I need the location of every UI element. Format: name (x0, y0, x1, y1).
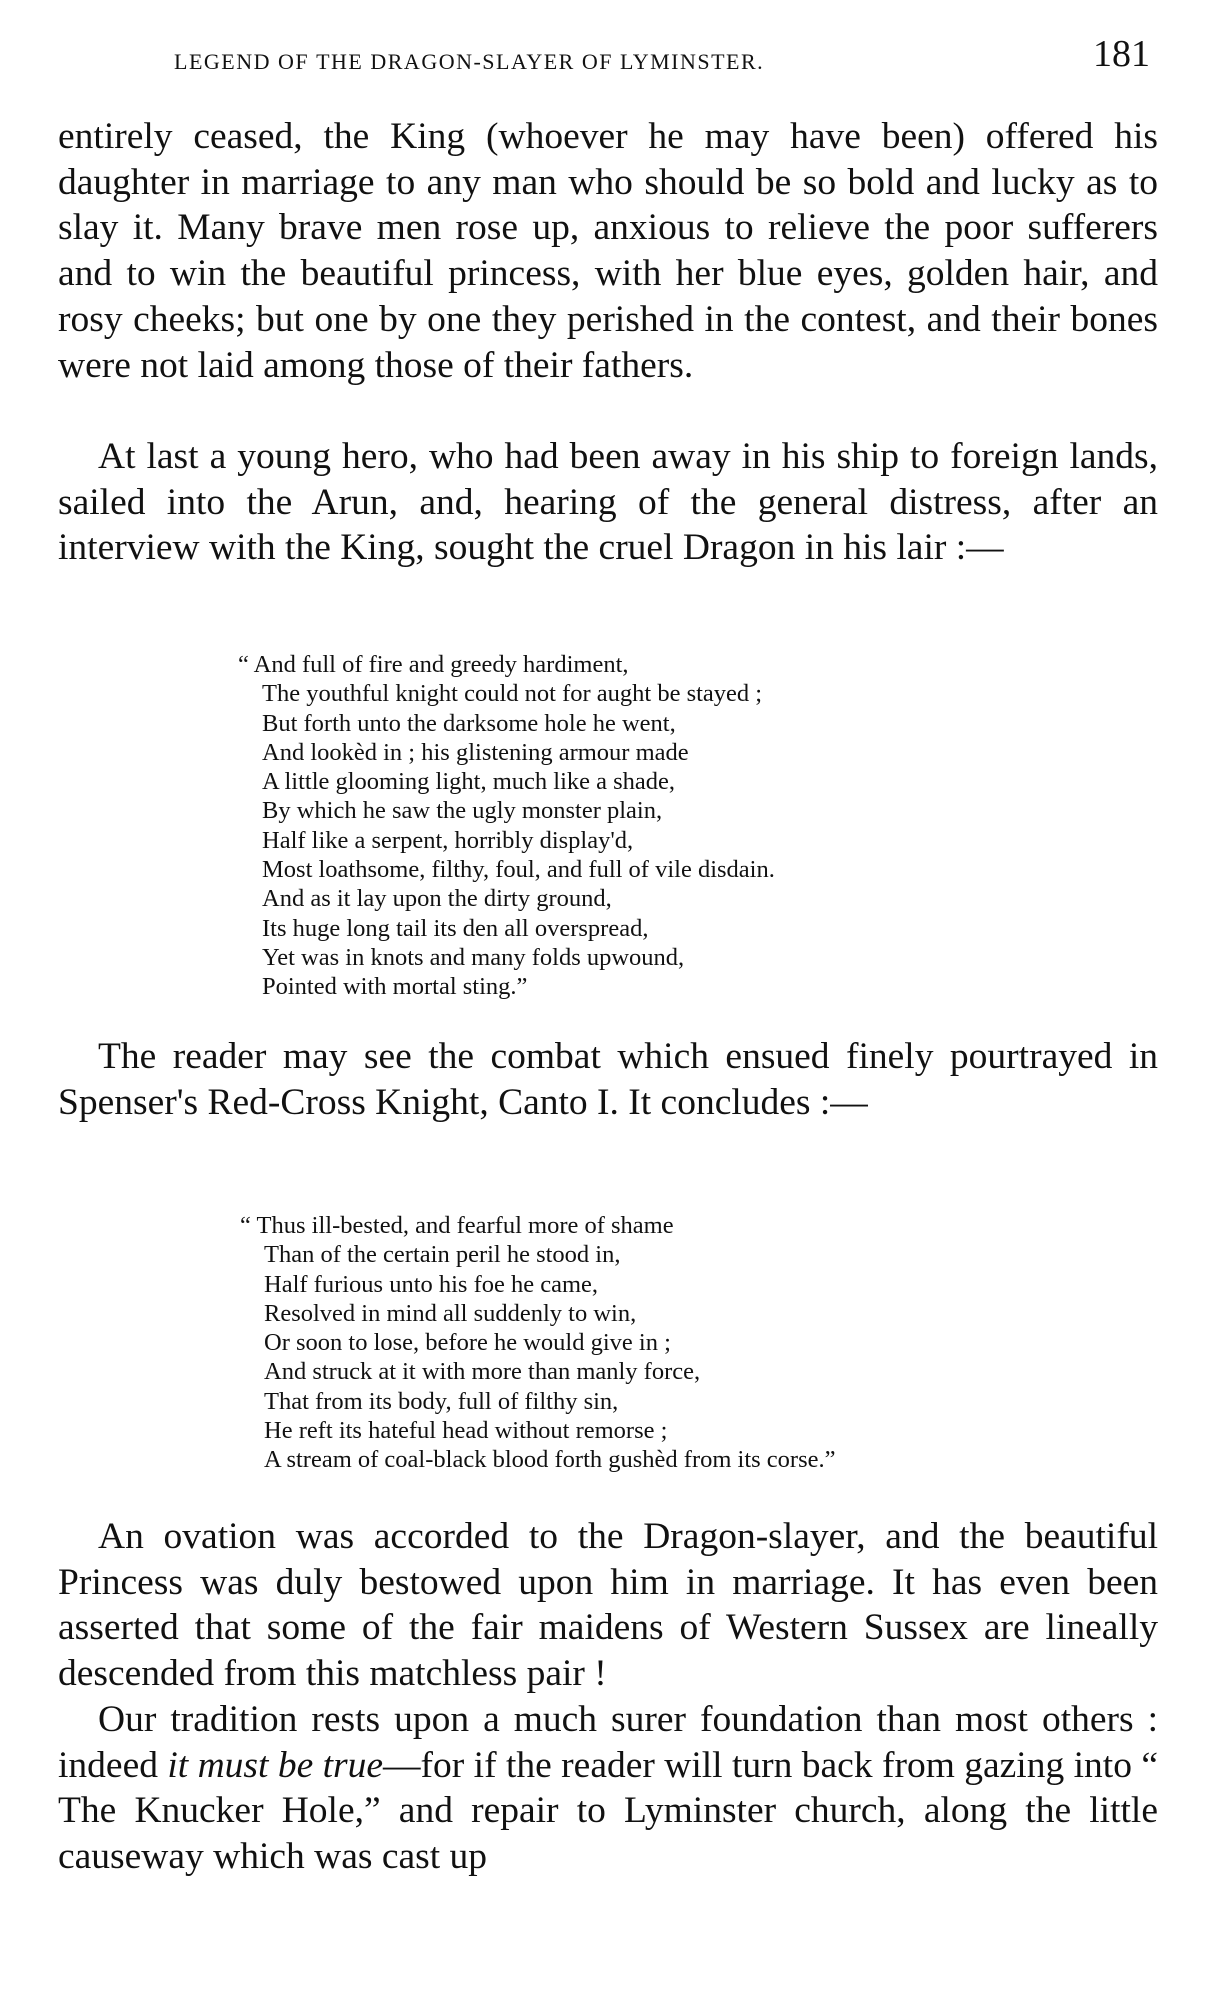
running-head (160, 28, 1150, 76)
paragraph-tradition-end: —for if the reader will turn back from gazing into “ The Knucker Hole,” and repair to Lyminster church, along the little causeway which was cast up (58, 1744, 1158, 1877)
verse-line: The youthful knight could not for aught be stayed ; (262, 680, 763, 708)
paragraph-continuation: entirely ceased, the King (whoever he may have been) offered his daughter in marriage to any man who should be so bold and lucky as to slay it. Many brave men rose up, anxious to relieve the poor sufferers and to win the beautiful princess, with her blue eyes, golden hair, and rosy cheeks; but one by one they perished in the contest, and their bones were not laid among those of their fathers. (58, 116, 1158, 386)
verse-line: And lookèd in ; his glistening armour made (262, 738, 689, 766)
verse-line: And as it lay upon the dirty ground, (262, 885, 612, 913)
verse-line: Half like a serpent, horribly display'd, (262, 826, 634, 854)
verse-line: That from its body, full of filthy sin, (264, 1387, 619, 1415)
paragraph-hero: At last a young hero, who had been away in his ship to foreign lands, sailed into the Arun, and, hearing of the general distress, after an interview with the King, sought the cruel Dragon in his lair :— (58, 436, 1158, 569)
verse-quotation-1 (238, 650, 775, 1002)
verse-line: A stream of coal-black blood forth gushèd from its corse.” (264, 1446, 836, 1474)
paragraph-block-3 (58, 1034, 1158, 1125)
paragraph-block-2 (58, 434, 1158, 571)
italic-phrase: it must be true (167, 1744, 384, 1786)
page-number: 181 (1093, 33, 1150, 75)
verse-line: Most loathsome, filthy, foul, and full of vile disdain. (262, 856, 775, 884)
verse-line: He reft its hateful head without remorse ; (264, 1417, 668, 1445)
verse-line: By which he saw the ugly monster plain, (262, 797, 663, 825)
verse-line: Or soon to lose, before he would give in ; (264, 1329, 671, 1357)
verse-line: A little glooming light, much like a shade, (262, 768, 676, 796)
verse-line: Yet was in knots and many folds upwound, (262, 943, 685, 971)
verse-line: Half furious unto his foe he came, (264, 1270, 599, 1298)
verse-line: Resolved in mind all suddenly to win, (264, 1299, 637, 1327)
verse-quotation-2 (240, 1211, 836, 1475)
paragraph-block-1 (58, 114, 1158, 388)
verse-line: Pointed with mortal sting.” (262, 973, 528, 1001)
paragraph-ovation: An ovation was accorded to the Dragon-slayer, and the beautiful Princess was duly bestowed upon him in marriage. It has even been asserted that some of the fair maidens of Western Sussex are lineally descended from this matchless pair ! (58, 1516, 1158, 1695)
verse-line: Than of the certain peril he stood in, (264, 1241, 621, 1269)
paragraph-spenser: The reader may see the combat which ensued finely pourtrayed in Spenser's Red-Cross Knight, Canto I. It concludes :— (58, 1036, 1158, 1123)
verse-line: Its huge long tail its den all overspread, (262, 914, 649, 942)
verse-line: “ And full of fire and greedy hardiment, (238, 651, 629, 678)
paragraph-block-4 (58, 1514, 1158, 1880)
paragraph-tradition-start: Our tradition rests upon a much surer foundation than most others : indeed (58, 1698, 1158, 1786)
verse-line: “ Thus ill-bested, and fearful more of shame (240, 1212, 674, 1239)
verse-line: But forth unto the darksome hole he went, (262, 709, 676, 737)
paragraph-tradition (58, 1697, 1158, 1880)
verse-line: And struck at it with more than manly force, (264, 1358, 701, 1386)
running-title: legend of the dragon-slayer of lyminster. (174, 40, 765, 76)
